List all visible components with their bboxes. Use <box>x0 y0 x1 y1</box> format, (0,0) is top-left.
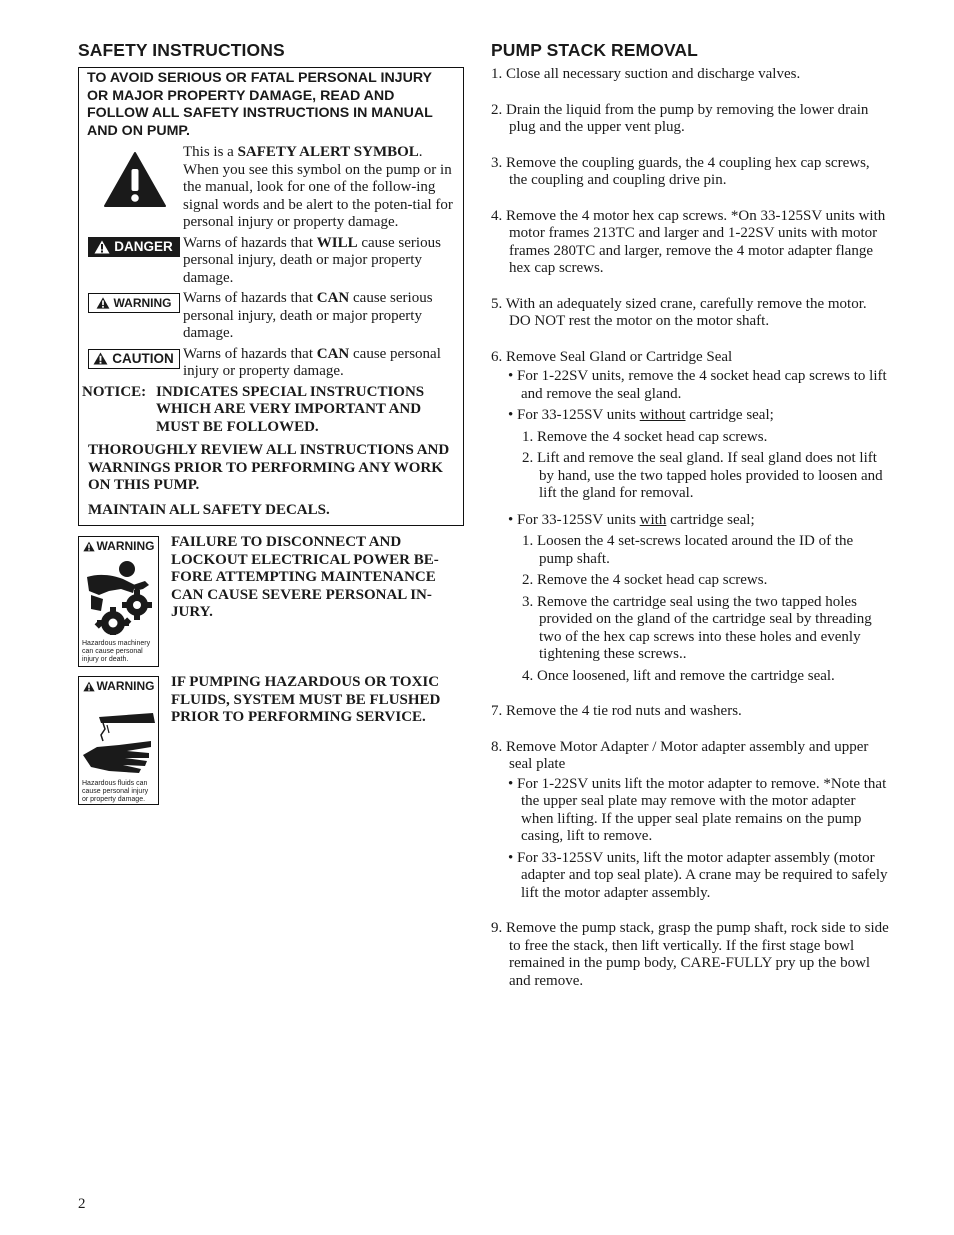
danger-row <box>87 235 455 288</box>
step-4: 4. Remove the 4 motor hex cap screws. *On 33-125SV units with motor frames 213TC and larger and 1-22SV units with motor frames 280TC and larger, remove the 4 motor adapter flange hex cap screws. <box>491 207 886 276</box>
notice-rest: WHICH ARE VERY IMPORTANT AND MUST BE FOLLOWED. <box>156 401 422 435</box>
step-8-bullet-1: • For 1-22SV units lift the motor adapter to remove. *Note that the upper seal plate may remove with the motor adapter when lifting. If the upper seal plate remains on the pump casing, lift to remove. <box>508 775 887 844</box>
warning-text: Warns of hazards that CAN cause serious personal injury, death or major property damage. <box>183 290 433 341</box>
pump-stack-removal-column <box>491 38 891 990</box>
safety-alert-symbol-icon <box>103 150 167 208</box>
step-6-bullet-3-item-2: 2. Remove the 4 socket head cap screws. <box>522 572 768 588</box>
step-6-bullet-2-item-1: 1. Remove the 4 socket head cap screws. <box>522 428 768 445</box>
step-6-bullet-3: • For 33-125SV units with cartridge seal; <box>508 511 755 528</box>
review-instructions: THOROUGHLY REVIEW ALL INSTRUCTIONS AND WARNINGS PRIOR TO PERFORMING ANY WORK ON THIS PUMP. <box>88 442 450 493</box>
step-9: 9. Remove the pump stack, grasp the pump shaft, rock side to side to free the stack, then lift vertically. If the first stage bowl remained in the pump body, CARE-FULLY pry up the bowl and remove. <box>491 920 889 989</box>
danger-text: Warns of hazards that WILL cause serious personal injury, death or major property damage. <box>183 234 441 286</box>
step-6-bullet-2-item-2: 2. Lift and remove the seal gland. If seal gland does not lift by hand, use the two tapped holes provided to loosen and lift the gland for removal. <box>522 450 883 501</box>
step-2: 2. Drain the liquid from the pump by removing the lower drain plug and the upper vent plug. <box>491 101 869 135</box>
safety-instructions-column <box>78 38 464 805</box>
fluids-warning-label: WARNING Hazardous fluids can cause personal injury or property damage. <box>78 676 159 805</box>
hazardous-fluids-icon <box>79 695 158 775</box>
alert-triangle-icon <box>96 297 110 309</box>
step-6-bullet-3-item-3: 3. Remove the cartridge seal using the two tapped holes provided on the gland of the cartridge seal by threading two of the hex cap screws into these holes and evenly tightening these screws.. <box>522 593 872 662</box>
caution-row <box>87 346 455 381</box>
step-6-bullet-3-item-1: 1. Loosen the 4 set-screws located around the ID of the pump shaft. <box>522 533 854 567</box>
safety-box <box>78 67 464 526</box>
electrical-warning <box>78 536 464 667</box>
safety-box-heading: TO AVOID SERIOUS OR FATAL PERSONAL INJURY OR MAJOR PROPERTY DAMAGE, READ AND FOLLOW ALL SAFETY INSTRUCTIONS IN MANUAL AND ON PUMP. <box>87 70 433 139</box>
warning-badge: WARNING <box>88 293 180 313</box>
fluids-warning-text: IF PUMPING HAZARDOUS OR TOXIC FLUIDS, SYSTEM MUST BE FLUSHED PRIOR TO PERFORMING SERVICE. <box>171 674 441 725</box>
step-5: 5. With an adequately sized crane, carefully remove the motor. DO NOT rest the motor on the motor shaft. <box>491 295 867 329</box>
notice-block <box>82 384 455 437</box>
maintain-decals: MAINTAIN ALL SAFETY DECALS. <box>88 501 330 518</box>
notice-label: NOTICE: <box>82 383 147 400</box>
step-6-bullet-3-item-4: 4. Once loosened, lift and remove the cartridge seal. <box>522 667 835 684</box>
safety-instructions-title: SAFETY INSTRUCTIONS <box>78 40 285 60</box>
step-1: 1. Close all necessary suction and discharge valves. <box>491 66 801 82</box>
safety-alert-row <box>87 144 455 232</box>
alert-triangle-icon <box>83 541 95 552</box>
safety-alert-text: This is a SAFETY ALERT SYMBOL. When you see this symbol on the pump or in the manual, look for one of the follow-ing signal words and be alert to the poten-tial for personal injury or property damage. <box>183 144 453 230</box>
caution-badge: CAUTION <box>88 349 180 369</box>
page-number: 2 <box>78 1196 86 1212</box>
caution-text: Warns of hazards that CAN cause personal injury or property damage. <box>183 345 441 379</box>
fluids-warning <box>78 676 464 805</box>
alert-triangle-icon <box>94 240 110 254</box>
step-6-bullet-1: • For 1-22SV units, remove the 4 socket head cap screws to lift and remove the seal gland. <box>508 368 887 402</box>
notice-line1: INDICATES SPECIAL INSTRUCTIONS <box>156 383 425 400</box>
step-8: 8. Remove Motor Adapter / Motor adapter assembly and upper seal plate <box>491 738 869 772</box>
machinery-warning-label: WARNING Hazardous machinery can cause personal injury or death. <box>78 536 159 667</box>
step-8-bullet-2: • For 33-125SV units, lift the motor adapter assembly (motor adapter and top seal plate). A crane may be required to safely lift the motor adapter assembly. <box>508 849 888 901</box>
warning-row <box>87 290 455 343</box>
fluids-warning-caption: Hazardous fluids can cause personal injury or property damage. <box>82 780 149 803</box>
step-7: 7. Remove the 4 tie rod nuts and washers. <box>491 703 742 719</box>
step-3: 3. Remove the coupling guards, the 4 coupling hex cap screws, the coupling and coupling drive pin. <box>491 154 870 188</box>
alert-triangle-icon <box>93 352 108 365</box>
hazardous-machinery-icon <box>79 555 158 635</box>
electrical-warning-text: FAILURE TO DISCONNECT AND LOCKOUT ELECTRICAL POWER BE-FORE ATTEMPTING MAINTENANCE CAN CAUSE SEVERE PERSONAL IN-JURY. <box>171 534 439 620</box>
machinery-warning-caption: Hazardous machinery can cause personal injury or death. <box>82 640 151 663</box>
step-6-bullet-2: • For 33-125SV units without cartridge seal; <box>508 407 774 423</box>
pump-stack-removal-title: PUMP STACK REMOVAL <box>491 40 698 60</box>
step-6: 6. Remove Seal Gland or Cartridge Seal <box>491 348 733 365</box>
alert-triangle-icon <box>83 681 95 692</box>
danger-badge: DANGER <box>88 237 180 257</box>
